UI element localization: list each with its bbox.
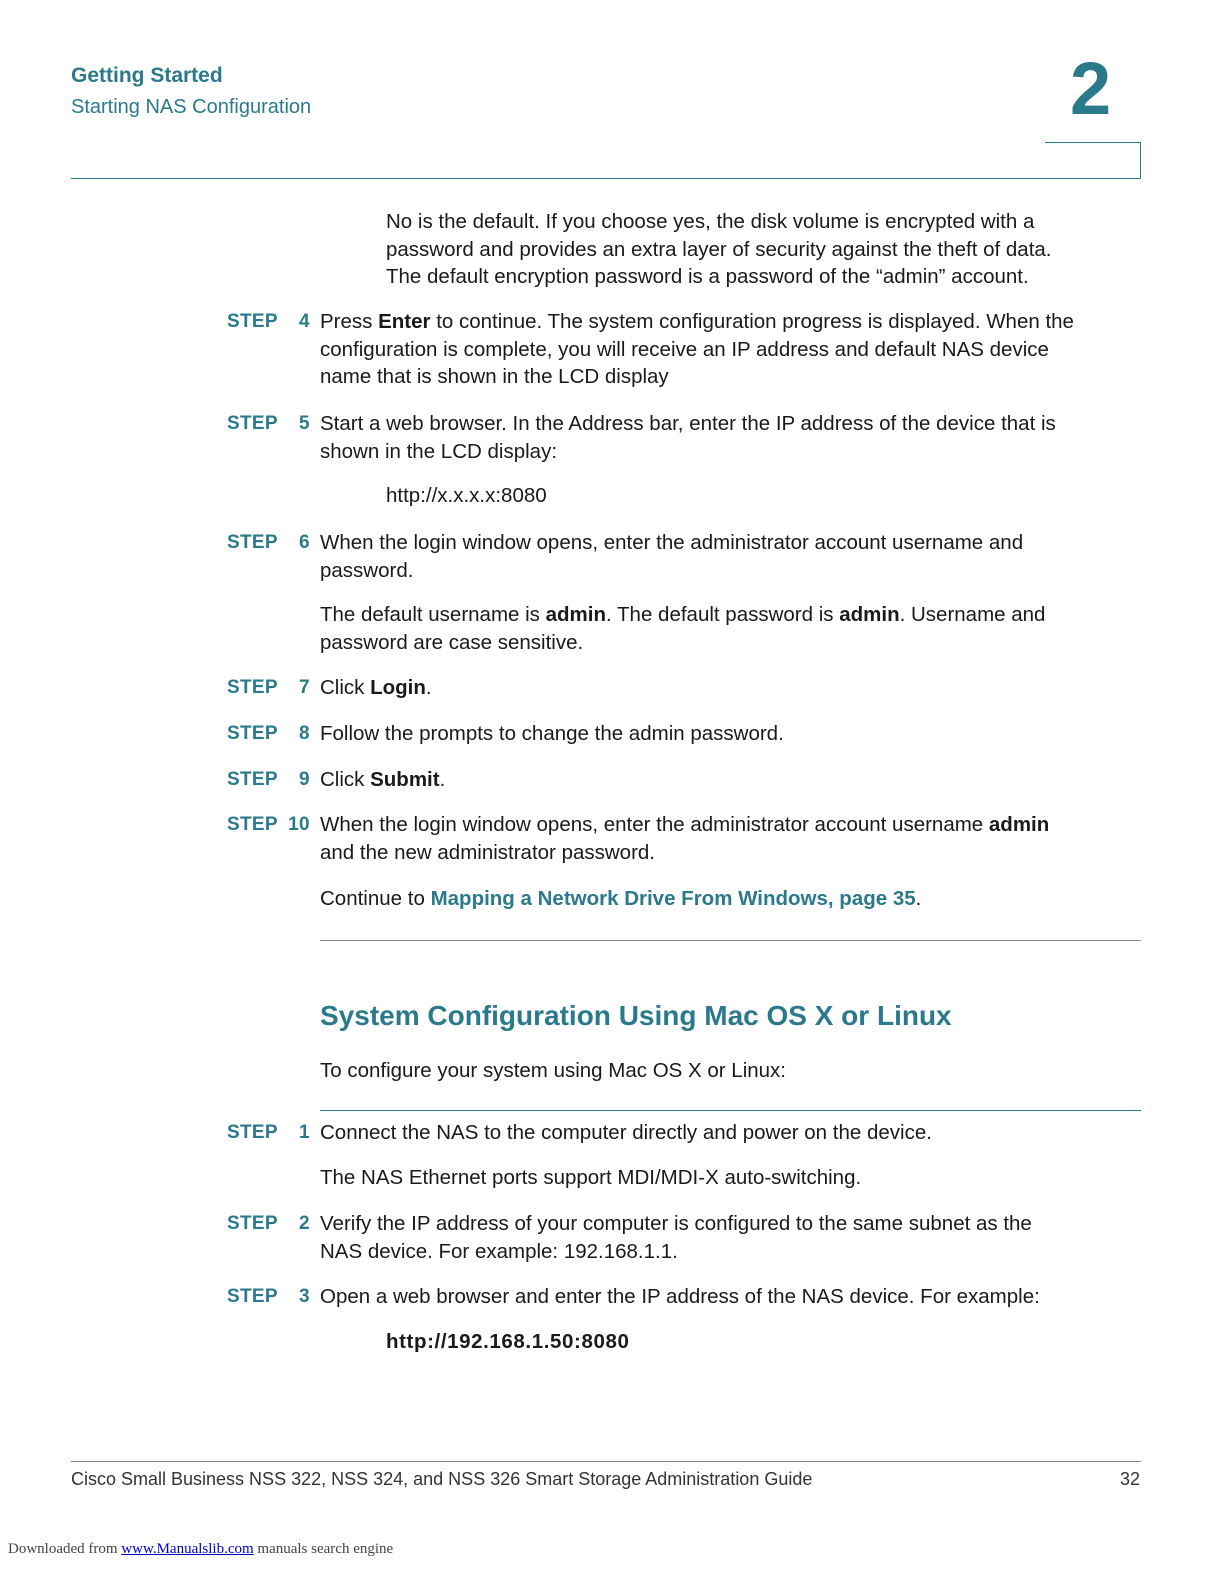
chapter-title: Getting Started <box>71 64 223 87</box>
s2-step-label-3: STEP 3 <box>227 1286 310 1307</box>
intro-paragraph <box>386 208 1052 291</box>
step-label-8: STEP 8 <box>227 723 310 744</box>
page-number: 32 <box>1119 1469 1140 1489</box>
s2-step-3-text: Open a web browser and enter the IP address of the NAS device. For example: <box>320 1285 1040 1308</box>
step-label-6: STEP 6 <box>227 532 310 553</box>
footer-guide-title: Cisco Small Business NSS 322, NSS 324, and NSS 326 Smart Storage Administration Guide <box>71 1469 813 1489</box>
chapter-box-top <box>1045 142 1141 143</box>
s2-step-2-text: Verify the IP address of your computer is configured to the same subnet as the NAS device. For example: 192.168.1.1. <box>320 1212 1032 1263</box>
mapping-network-drive-link[interactable]: Mapping a Network Drive From Windows, page 35 <box>430 887 916 910</box>
step-10-text: When the login window opens, enter the administrator account username admin and the new administrator password. <box>320 813 1050 864</box>
header-rule <box>71 178 1141 179</box>
step-label-10: STEP 10 <box>227 814 310 835</box>
step-8-text: Follow the prompts to change the admin password. <box>320 722 784 745</box>
step-label-9: STEP 9 <box>227 769 310 790</box>
s2-step-1-text: Connect the NAS to the computer directly and power on the device. <box>320 1121 932 1144</box>
step-label-4: STEP 4 <box>227 311 310 332</box>
step-label-5: STEP 5 <box>227 413 310 434</box>
step-6-note: The default username is admin. The default password is admin. Username and password are case sensitive. <box>320 603 1046 654</box>
step-5-text: Start a web browser. In the Address bar, enter the IP address of the device that is shown in the LCD display: <box>320 412 1056 463</box>
step-4-text: Press Enter to continue. The system configuration progress is displayed. When the configuration is complete, you will receive an IP address and default NAS device name that is shown in the LCD display <box>320 310 1074 388</box>
step-6-text: When the login window opens, enter the administrator account username and password. <box>320 531 1024 582</box>
section-intro: To configure your system using Mac OS X or Linux: <box>320 1059 787 1082</box>
download-notice: Downloaded from www.Manualslib.com manuals search engine <box>8 1541 394 1557</box>
intro-line: No is the default. If you choose yes, the disk volume is encrypted with a <box>386 210 1035 233</box>
section-divider <box>320 940 1141 941</box>
step-5-url: http://x.x.x.x:8080 <box>386 484 547 507</box>
continue-line: Continue to Mapping a Network Drive From Windows, page 35. <box>320 887 922 910</box>
manualslib-link[interactable]: www.Manualslib.com <box>121 1541 254 1557</box>
intro-line: The default encryption password is a password of the “admin” account. <box>386 265 1029 288</box>
step-7-text: Click Login. <box>320 676 432 699</box>
s2-step-1-note: The NAS Ethernet ports support MDI/MDI-X auto-switching. <box>320 1166 862 1189</box>
chapter-number: 2 <box>1070 47 1112 130</box>
s2-step-label-1: STEP 1 <box>227 1122 310 1143</box>
intro-line: password and provides an extra layer of security against the theft of data. <box>386 237 1052 261</box>
footer-rule <box>71 1461 1141 1462</box>
chapter-box-side <box>1140 142 1141 178</box>
section-title: Starting NAS Configuration <box>71 96 312 118</box>
s2-step-label-2: STEP 2 <box>227 1213 310 1234</box>
s2-step-3-url: http://192.168.1.50:8080 <box>386 1330 630 1353</box>
step-label-7: STEP 7 <box>227 677 310 698</box>
section-heading: System Configuration Using Mac OS X or Linux <box>320 1000 952 1031</box>
step-9-text: Click Submit. <box>320 768 446 791</box>
steps-rule <box>320 1110 1141 1111</box>
